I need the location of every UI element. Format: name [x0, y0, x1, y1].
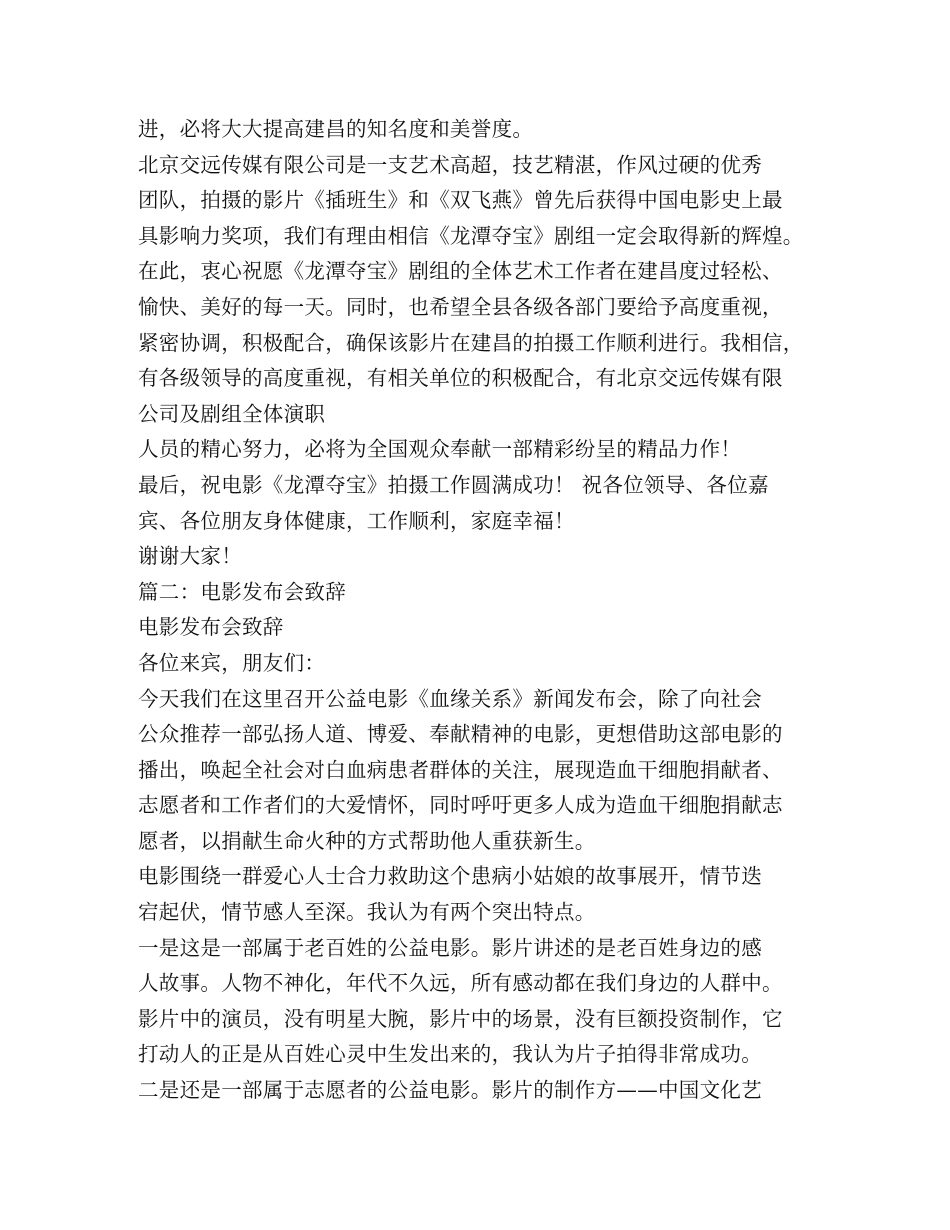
- text-line: 今天我们在这里召开公益电影《血缘关系》新闻发布会，除了向社会: [138, 686, 762, 711]
- text-line: 宾、各位朋友身体健康，工作顺利，家庭幸福！: [138, 508, 575, 533]
- document-body-text: [138, 112, 838, 1109]
- text-line: 紧密协调，积极配合，确保该影片在建昌的拍摄工作顺利进行。我相信，: [138, 330, 804, 355]
- text-line: 谢谢大家！: [138, 544, 242, 569]
- text-line: 最后，祝电影《龙潭夺宝》拍摄工作圆满成功！ 祝各位领导、各位嘉: [138, 472, 769, 497]
- text-line: 北京交远传媒有限公司是一支艺术高超，技艺精湛，作风过硬的优秀: [138, 152, 762, 177]
- text-line: 宕起伏，情节感人至深。我认为有两个突出特点。: [138, 900, 596, 925]
- text-line: 打动人的正是从百姓心灵中生发出来的，我认为片子拍得非常成功。: [138, 1042, 762, 1067]
- text-line: 有各级领导的高度重视，有相关单位的积极配合，有北京交远传媒有限: [138, 366, 783, 391]
- text-line: 影片中的演员，没有明星大腕，影片中的场景，没有巨额投资制作，它: [138, 1006, 783, 1031]
- text-line: 电影围绕一群爱心人士合力救助这个患病小姑娘的故事展开，情节迭: [138, 864, 762, 889]
- text-line: 一是这是一部属于老百姓的公益电影。影片讲述的是老百姓身边的感: [138, 935, 762, 960]
- text-line: 愉快、美好的每一天。同时，也希望全县各级各部门要给予高度重视，: [138, 294, 783, 319]
- text-line: 人故事。人物不神化，年代不久远，所有感动都在我们身边的人群中。: [138, 971, 783, 996]
- text-line: 播出，唤起全社会对白血病患者群体的关注，展现造血干细胞捐献者、: [138, 757, 783, 782]
- text-line: 志愿者和工作者们的大爱情怀，同时呼吁更多人成为造血干细胞捐献志: [138, 793, 783, 818]
- text-line: 进，必将大大提高建昌的知名度和美誉度。: [138, 117, 534, 141]
- text-line: 在此，衷心祝愿《龙潭夺宝》剧组的全体艺术工作者在建昌度过轻松、: [138, 259, 783, 284]
- text-line: 公众推荐一部弘扬人道、博爱、奉献精神的电影，更想借助这部电影的: [138, 722, 783, 747]
- text-line: 二是还是一部属于志愿者的公益电影。影片的制作方——中国文化艺: [138, 1078, 762, 1103]
- text-line: 团队，拍摄的影片《插班生》和《双飞燕》曾先后获得中国电影史上最: [138, 188, 783, 213]
- text-line: 具影响力奖项，我们有理由相信《龙潭夺宝》剧组一定会取得新的辉煌。: [138, 223, 804, 248]
- section-heading: 篇二：电影发布会致辞: [138, 579, 346, 604]
- text-line: 人员的精心努力，必将为全国观众奉献一部精彩纷呈的精品力作！: [138, 437, 742, 462]
- salutation: 各位来宾，朋友们：: [138, 650, 326, 675]
- speech-title: 电影发布会致辞: [138, 615, 284, 640]
- text-line: 愿者，以捐献生命火种的方式帮助他人重获新生。: [138, 828, 596, 853]
- text-line: 公司及剧组全体演职: [138, 401, 326, 426]
